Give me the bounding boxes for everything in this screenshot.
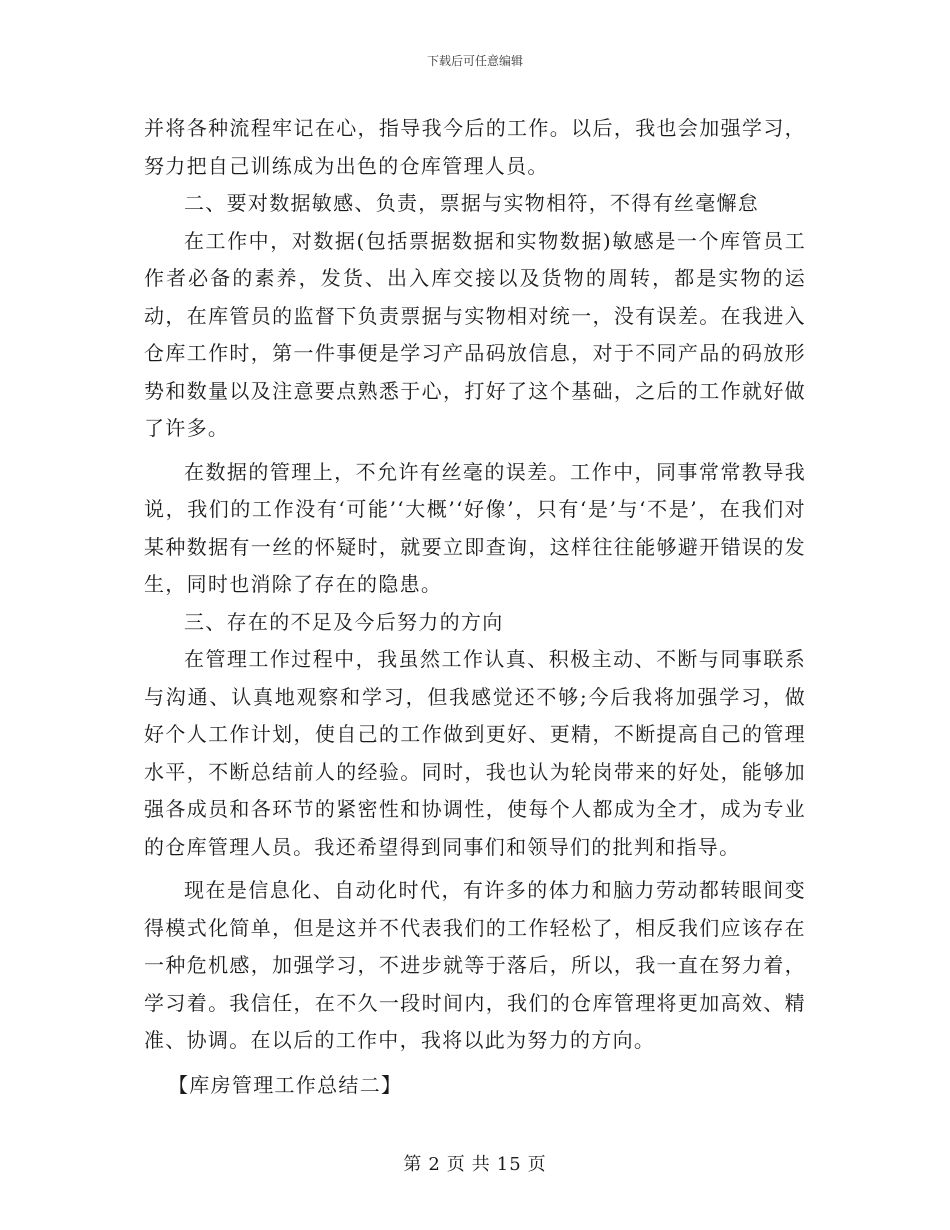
- page-header: 下载后可任意编辑: [426, 54, 523, 68]
- paragraph-shortcomings: 在管理工作过程中，我虽然工作认真、积极主动、不断与同事联系与沟通、认真地观察和学习，但我感觉还不够;今后我将加强学习，做好个人工作计划，使自己的工作做到更好、更精，不断提高自己的管理水平，不断总结前人的经验。同时，我也认为轮岗带来的好处，能够加强各成员和各环节的紧密性和协调性，使每个人都成为全才，成为专业的仓库管理人员。我还希望得到同事们和领导们的批判和指导。: [144, 647, 806, 859]
- paragraph-continuation: 并将各种流程牢记在心，指导我今后的工作。以后，我也会加强学习，努力把自己训练成为出色的仓库管理人员。: [144, 116, 806, 178]
- page-footer: [0, 1153, 950, 1177]
- footer-total-word: 共: [471, 1154, 491, 1175]
- footer-current-page: 2: [428, 1154, 441, 1175]
- footer-page-word: 页: [446, 1154, 466, 1175]
- paragraph-information-age: 现在是信息化、自动化时代，有许多的体力和脑力劳动都转眼间变得模式化简单，但是这并不代表我们的工作轻松了，相反我们应该存在一种危机感，加强学习，不进步就等于落后，所以，我一直在努力着，学习着。我信任，在不久一段时间内，我们的仓库管理将更加高效、精准、协调。在以后的工作中，我将以此为努力的方向。: [144, 878, 806, 1052]
- section-heading-2: 二、要对数据敏感、负责，票据与实物相符，不得有丝毫懈怠: [184, 191, 760, 215]
- footer-suffix: 页: [527, 1154, 547, 1175]
- document-body: [144, 110, 806, 1104]
- paragraph-data-sensitivity: 在工作中，对数据(包括票据数据和实物数据)敏感是一个库管员工作者必备的素养，发货、出入库交接以及货物的周转，都是实物的运动，在库管员的监督下负责票据与实物相对统一，没有误差。在我进入仓库工作时，第一件事便是学习产品码放信息，对于不同产品的码放形势和数量以及注意要点熟悉于心，打好了这个基础，之后的工作就好做了许多。: [144, 228, 806, 440]
- paragraph-data-management: 在数据的管理上，不允许有丝毫的误差。工作中，同事常常教导我说，我们的工作没有‘可能’‘大概’‘好像’，只有‘是’与‘不是’，在我们对某种数据有一丝的怀疑时，就要立即查询，这样往往能够避开错误的发生，同时也消除了存在的隐患。: [144, 459, 806, 596]
- footer-total-pages: 15: [496, 1154, 522, 1175]
- section-title-summary-two: 【库房管理工作总结二】: [168, 1072, 403, 1097]
- footer-prefix: 第: [403, 1154, 423, 1175]
- section-heading-3: 三、存在的不足及今后努力的方向: [184, 609, 504, 634]
